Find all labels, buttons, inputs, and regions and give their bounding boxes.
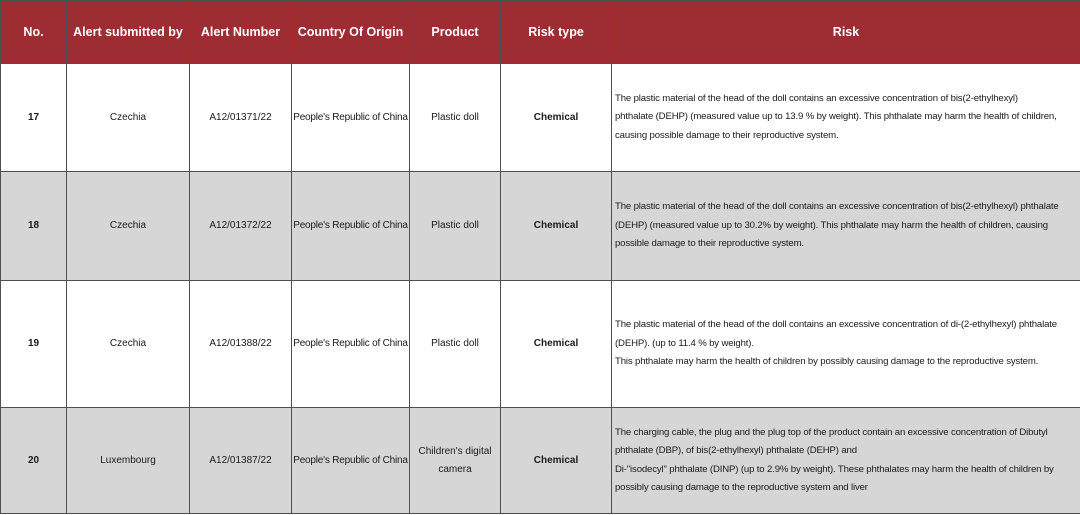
header-alert-number: Alert Number — [190, 1, 292, 64]
risk-line: possibly causing damage to the reproductive system and liver — [615, 482, 868, 493]
cell-alert-number: A12/01371/22 — [190, 64, 292, 172]
cell-product: Plastic doll — [410, 281, 501, 408]
cell-submitted-by: Czechia — [67, 172, 190, 281]
risk-line: phthalate (DBP), of bis(2-ethylhexyl) phthalate (DEHP) and — [615, 445, 857, 456]
cell-product: Plastic doll — [410, 172, 501, 281]
table-row — [1, 172, 1080, 281]
cell-alert-number: A12/01372/22 — [190, 172, 292, 281]
cell-no: 20 — [1, 408, 67, 514]
cell-country: People's Republic of China — [292, 281, 410, 408]
cell-alert-number: A12/01387/22 — [190, 408, 292, 514]
cell-no: 17 — [1, 64, 67, 172]
cell-country: People's Republic of China — [292, 172, 410, 281]
cell-submitted-by: Czechia — [67, 281, 190, 408]
header-risk: Risk — [612, 1, 1080, 64]
cell-risk-type: Chemical — [501, 281, 612, 408]
cell-no: 19 — [1, 281, 67, 408]
risk-line: Di-"isodecyl" phthalate (DINP) (up to 2.9% by weight). These phthalates may harm the health of children by — [615, 463, 1054, 475]
cell-risk-type: Chemical — [501, 64, 612, 172]
cell-risk-type: Chemical — [501, 408, 612, 514]
cell-alert-number: A12/01388/22 — [190, 281, 292, 408]
risk-line: possible damage to their reproductive system. — [615, 238, 804, 250]
table-row — [1, 408, 1080, 514]
cell-no: 18 — [1, 172, 67, 281]
cell-risk — [612, 64, 1080, 172]
cell-country: People's Republic of China — [292, 408, 410, 514]
header-country: Country Of Origin — [292, 1, 410, 64]
risk-line: The plastic material of the head of the doll contains an excessive concentration of bis(2-ethylhexyl) — [615, 92, 1018, 104]
header-risk-type: Risk type — [501, 1, 612, 64]
header-submitted-by: Alert submitted by — [67, 1, 190, 64]
risk-line: causing possible damage to their reproductive system. — [615, 129, 839, 141]
risk-line: (DEHP) (measured value up to 30.2% by weight). This phthalate may harm the health of children, causing — [615, 219, 1048, 231]
cell-risk — [612, 281, 1080, 408]
cell-country: People's Republic of China — [292, 64, 410, 172]
cell-risk — [612, 172, 1080, 281]
cell-product: Children's digital camera — [410, 408, 501, 514]
risk-line: The charging cable, the plug and the plug top of the product contain an excessive concentration of Dibutyl — [615, 426, 1048, 438]
table-row — [1, 64, 1080, 172]
header-product: Product — [410, 1, 501, 64]
table-row — [1, 281, 1080, 408]
header-no: No. — [1, 1, 67, 64]
cell-submitted-by: Luxembourg — [67, 408, 190, 514]
risk-line: The plastic material of the head of the doll contains an excessive concentration of di-(2-ethylhexyl) phthalate — [615, 319, 1057, 331]
header-row — [1, 1, 1080, 64]
risk-line: phthalate (DEHP) (measured value up to 13.9 % by weight). This phthalate may harm the health of children, — [615, 111, 1057, 123]
risk-line: The plastic material of the head of the doll contains an excessive concentration of bis(2-ethylhexyl) phthalate — [615, 201, 1059, 213]
risk-line: This phthalate may harm the health of children by possibly causing damage to the reproductive system. — [615, 356, 1039, 368]
cell-submitted-by: Czechia — [67, 64, 190, 172]
cell-risk — [612, 408, 1080, 514]
cell-product: Plastic doll — [410, 64, 501, 172]
risk-line: (DEHP). (up to 11.4 % by weight). — [615, 337, 754, 349]
cell-risk-type: Chemical — [501, 172, 612, 281]
